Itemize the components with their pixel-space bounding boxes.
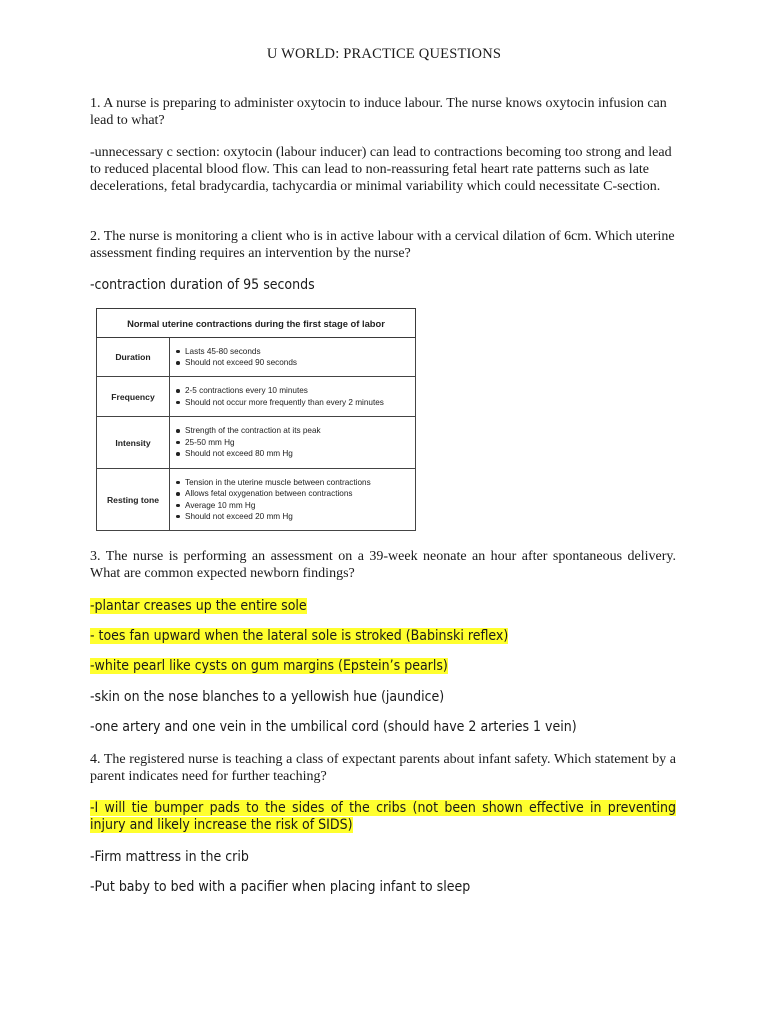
list-item: Average 10 mm Hg [176, 500, 411, 511]
list-item: Should not exceed 20 mm Hg [176, 511, 411, 522]
answer-4-2: -Firm mattress in the crib [90, 849, 249, 865]
question-3: 3. The nurse is performing an assessment on a 39-week neonate an hour after spontaneous delivery. What are common expected newborn findings? [90, 549, 676, 581]
page-title: U WORLD: PRACTICE QUESTIONS [266, 46, 502, 62]
question-1: 1. A nurse is preparing to administer oxytocin to induce labour. The nurse knows oxytocin infusion can lead to what? [90, 96, 667, 128]
table-title: Normal uterine contractions during the first stage of labor [97, 309, 416, 338]
table-row [97, 417, 416, 469]
table-row [97, 338, 416, 377]
list-item: Lasts 45-80 seconds [176, 346, 411, 357]
list-item: Should not occur more frequently than every 2 minutes [176, 397, 411, 408]
list-item: Allows fetal oxygenation between contractions [176, 488, 411, 499]
row-label: Frequency [97, 377, 170, 417]
table-row [97, 469, 416, 531]
list-item: 2-5 contractions every 10 minutes [176, 385, 411, 396]
answer-3-3 [90, 658, 676, 675]
highlighted-answer: -white pearl like cysts on gum margins (Epstein’s pearls) [90, 658, 448, 674]
list-item: Should not exceed 90 seconds [176, 357, 411, 368]
answer-3-1 [90, 598, 676, 615]
answer-3-4: -skin on the nose blanches to a yellowish hue (jaundice) [90, 689, 445, 705]
list-item: Tension in the uterine muscle between contractions [176, 477, 411, 488]
answer-3-5: -one artery and one vein in the umbilical cord (should have 2 arteries 1 vein) [90, 719, 577, 735]
list-item: Strength of the contraction at its peak [176, 425, 411, 436]
question-4: 4. The registered nurse is teaching a class of expectant parents about infant safety. Which statement by a parent indicates need for further teaching? [90, 752, 676, 784]
row-label: Intensity [97, 417, 170, 469]
list-item: Should not exceed 80 mm Hg [176, 448, 411, 459]
answer-4-3: -Put baby to bed with a pacifier when placing infant to sleep [90, 879, 471, 895]
row-label: Duration [97, 338, 170, 377]
highlighted-answer: - toes fan upward when the lateral sole is stroked (Babinski reflex) [90, 628, 509, 644]
list-item: 25-50 mm Hg [176, 437, 411, 448]
uterine-contractions-table [96, 308, 416, 530]
answer-3-2 [90, 628, 676, 645]
answer-2: -contraction duration of 95 seconds [90, 277, 315, 293]
row-label: Resting tone [97, 469, 170, 531]
answer-4-1 [90, 800, 676, 834]
table-row [97, 377, 416, 417]
question-2: 2. The nurse is monitoring a client who is in active labour with a cervical dilation of 6cm. Which uterine assessment finding requires an intervention by the nurse? [90, 229, 675, 261]
answer-1: -unnecessary c section: oxytocin (labour inducer) can lead to contractions becoming too strong and lead to reduced placental blood flow. This can lead to non-reassuring fetal heart rate patterns such as late decelerations, fetal bradycardia, tachycardia or minimal variability which could necessitate C-section. [90, 145, 672, 194]
highlighted-answer: -plantar creases up the entire sole [90, 598, 307, 614]
highlighted-answer: -I will tie bumper pads to the sides of the cribs (not been shown effective in preventing injury and likely increase the risk of SIDS) [90, 800, 676, 833]
